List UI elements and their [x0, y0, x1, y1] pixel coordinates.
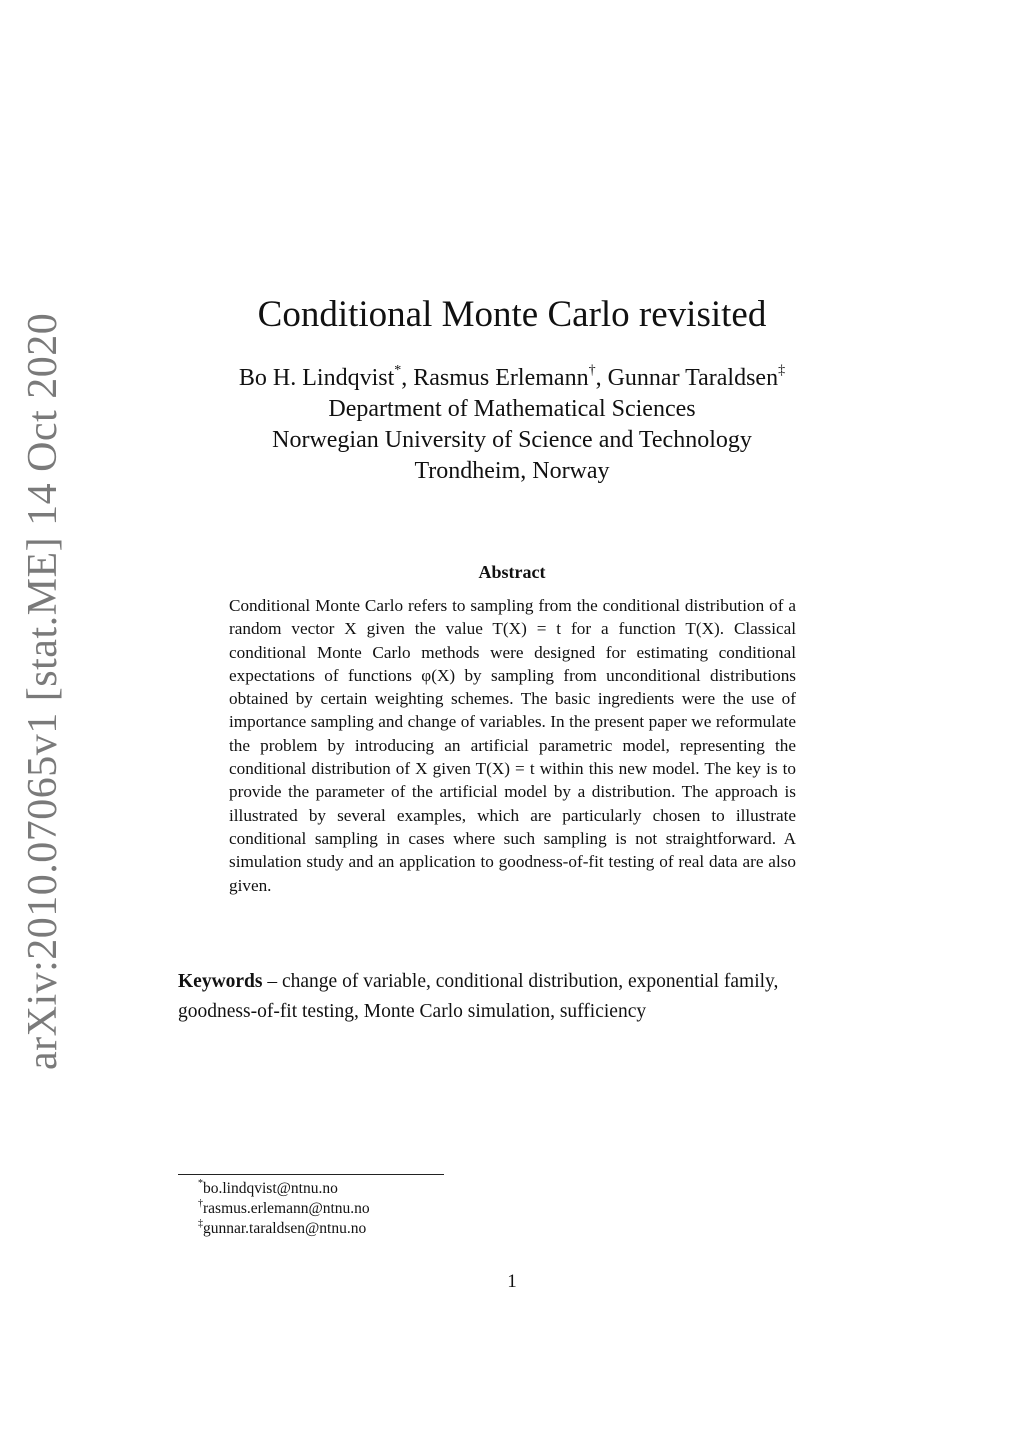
arxiv-identifier-stamp: arXiv:2010.07065v1 [stat.ME] 14 Oct 2020	[20, 312, 66, 1070]
author-name: Gunnar Taraldsen	[607, 365, 779, 391]
author-name: Bo H. Lindqvist	[238, 365, 395, 391]
affiliation-location: Trondheim, Norway	[414, 458, 610, 484]
paper-title: Conditional Monte Carlo revisited	[257, 294, 767, 335]
keywords-section	[178, 967, 850, 1027]
footnote-email: bo.lindqvist@ntnu.no	[203, 1180, 338, 1197]
footnote-item	[198, 1179, 370, 1199]
author-footnote-mark: ‡	[778, 363, 786, 378]
page-number: 1	[507, 1271, 517, 1292]
footnote-email: gunnar.taraldsen@ntnu.no	[203, 1220, 367, 1237]
keywords-dash: –	[262, 971, 282, 992]
author-separator: ,	[401, 365, 414, 391]
affiliation-university: Norwegian University of Science and Technology	[272, 427, 752, 453]
footnote-divider	[178, 1174, 444, 1175]
affiliation-department: Department of Mathematical Sciences	[328, 396, 696, 422]
author-separator: ,	[595, 365, 608, 391]
author-name: Rasmus Erlemann	[413, 365, 589, 391]
author-footnote-mark: †	[588, 363, 596, 378]
footnote-item	[198, 1199, 370, 1219]
footnote-email: rasmus.erlemann@ntnu.no	[203, 1200, 370, 1217]
keywords-label: Keywords	[178, 971, 263, 992]
footnote-mark: †	[198, 1197, 203, 1209]
author-list	[0, 363, 1024, 394]
footnotes	[198, 1179, 370, 1239]
author-footnote-mark: *	[394, 363, 402, 378]
abstract-heading: Abstract	[478, 562, 546, 582]
footnote-mark: *	[198, 1177, 203, 1189]
keywords-text: change of variable, conditional distribution, exponential family, goodness-of-fit testing, Monte Carlo simulation, sufficiency	[178, 971, 779, 1022]
abstract-text: Conditional Monte Carlo refers to sampling from the conditional distribution of a random vector X given the value T(X) = t for a function T(X). Classical conditional Monte Carlo methods were designed for estimating conditional expectations of functions φ(X) by sampling from unconditional distributions obtained by certain weighting schemes. The basic ingredients were the use of importance sampling and change of variables. In the present paper we reformulate the problem by introducing an artificial parametric model, representing the conditional distribution of X given T(X) = t within this new model. The key is to provide the parameter of the artificial model by a distribution. The approach is illustrated by several examples, which are particularly chosen to illustrate conditional sampling in cases where such sampling is not straightforward. A simulation study and an application to goodness-of-fit testing of real data are also given.	[229, 596, 796, 895]
author-block	[0, 363, 1024, 487]
footnote-item	[198, 1219, 370, 1239]
footnote-mark: ‡	[198, 1217, 203, 1229]
